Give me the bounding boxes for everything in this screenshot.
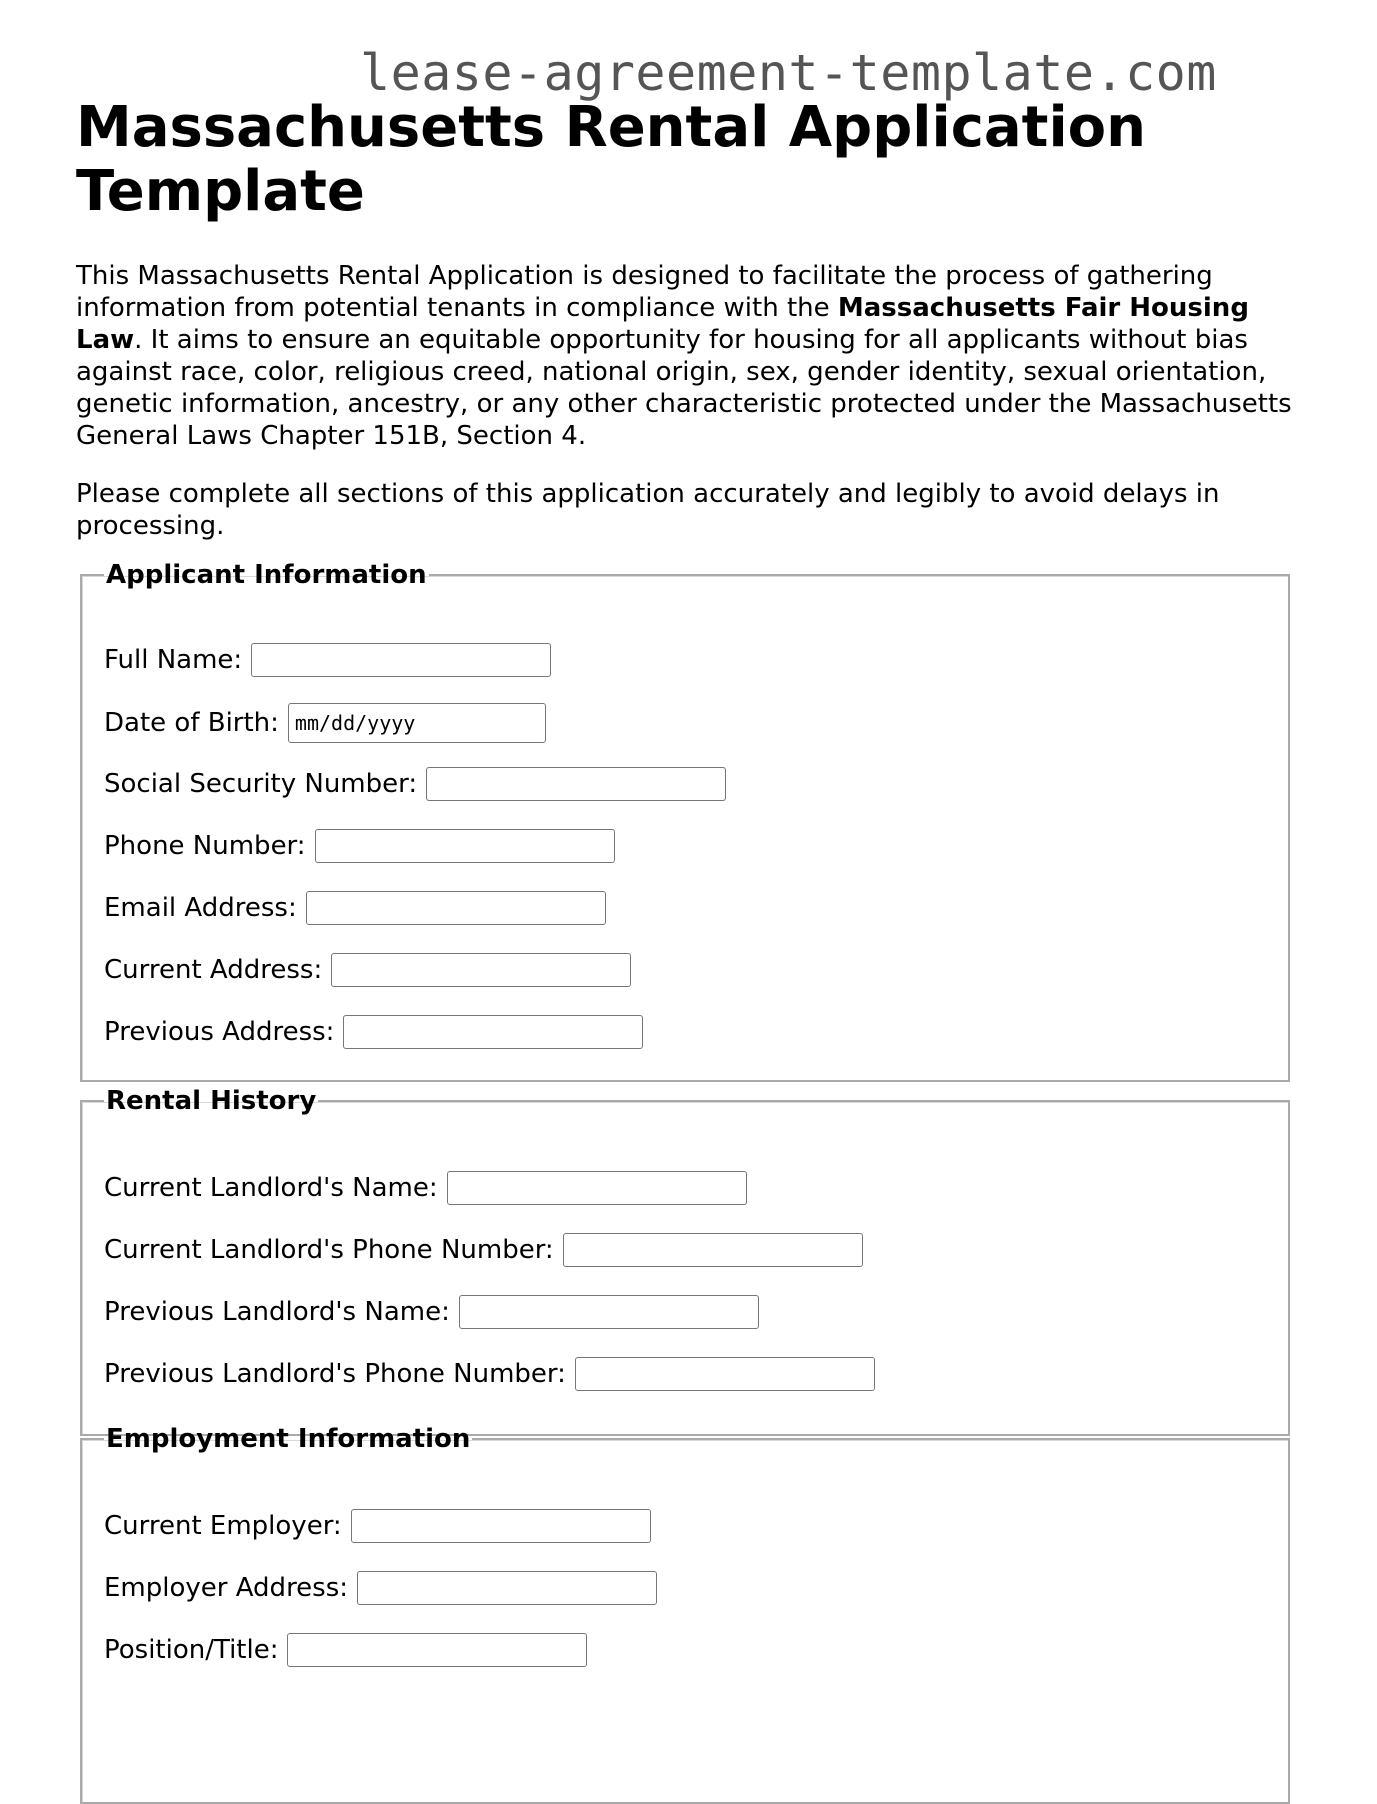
intro-text-start: This Massachusetts Rental Application is designed to facilitate the process of gathering information from potential tenants in compliance with the bbox=[76, 261, 1213, 323]
current-employer-label: Current Employer: bbox=[104, 1511, 342, 1541]
previous-landlord-name-label: Previous Landlord's Name: bbox=[104, 1297, 450, 1327]
full-name-input[interactable] bbox=[251, 643, 551, 677]
position-title-input[interactable] bbox=[287, 1633, 587, 1667]
date-of-birth-label: Date of Birth: bbox=[104, 708, 279, 738]
ssn-row bbox=[104, 767, 726, 801]
applicant-information-section bbox=[80, 560, 1290, 1082]
current-landlord-phone-label: Current Landlord's Phone Number: bbox=[104, 1235, 554, 1265]
date-of-birth-row bbox=[104, 703, 546, 743]
previous-address-input[interactable] bbox=[343, 1015, 643, 1049]
ssn-label: Social Security Number: bbox=[104, 769, 418, 799]
current-landlord-name-label: Current Landlord's Name: bbox=[104, 1173, 438, 1203]
email-address-row bbox=[104, 891, 606, 925]
instructions-paragraph: Please complete all sections of this application accurately and legibly to avoid delays in processing. bbox=[76, 479, 1220, 541]
current-employer-row bbox=[104, 1509, 651, 1543]
previous-landlord-name-input[interactable] bbox=[459, 1295, 759, 1329]
previous-address-row bbox=[104, 1015, 643, 1049]
current-address-input[interactable] bbox=[331, 953, 631, 987]
position-title-row bbox=[104, 1633, 587, 1667]
previous-landlord-name-row bbox=[104, 1295, 759, 1329]
full-name-label: Full Name: bbox=[104, 645, 243, 675]
position-title-label: Position/Title: bbox=[104, 1635, 279, 1665]
intro-paragraph bbox=[76, 260, 1306, 452]
site-watermark: lease-agreement-template.com bbox=[360, 44, 1217, 102]
ssn-input[interactable] bbox=[426, 767, 726, 801]
current-landlord-name-input[interactable] bbox=[447, 1171, 747, 1205]
employment-information-section bbox=[80, 1424, 1290, 1804]
current-landlord-name-row bbox=[104, 1171, 747, 1205]
intro-law-name: Massachusetts Fair Housing Law bbox=[76, 293, 1249, 355]
current-employer-input[interactable] bbox=[351, 1509, 651, 1543]
previous-landlord-phone-input[interactable] bbox=[575, 1357, 875, 1391]
email-address-input[interactable] bbox=[306, 891, 606, 925]
current-address-row bbox=[104, 953, 631, 987]
employer-address-input[interactable] bbox=[357, 1571, 657, 1605]
employer-address-row bbox=[104, 1571, 657, 1605]
current-address-label: Current Address: bbox=[104, 955, 323, 985]
date-of-birth-input[interactable] bbox=[288, 703, 546, 743]
phone-number-input[interactable] bbox=[315, 829, 615, 863]
email-address-label: Email Address: bbox=[104, 893, 297, 923]
phone-number-label: Phone Number: bbox=[104, 831, 306, 861]
applicant-information-legend: Applicant Information bbox=[106, 560, 427, 590]
previous-landlord-phone-label: Previous Landlord's Phone Number: bbox=[104, 1359, 566, 1389]
rental-history-section bbox=[80, 1086, 1290, 1436]
page-title: Massachusetts Rental Application Template bbox=[76, 95, 1146, 224]
previous-landlord-phone-row bbox=[104, 1357, 875, 1391]
full-name-row bbox=[104, 643, 551, 677]
rental-history-legend: Rental History bbox=[106, 1086, 317, 1116]
previous-address-label: Previous Address: bbox=[104, 1017, 335, 1047]
intro-text-end: . It aims to ensure an equitable opportunity for housing for all applicants without bias against race, color, religious creed, national origin, sex, gender identity, sexual orientation, genetic information, ancestry, or any other characteristic protected under the Massachusetts General Laws Chapter 151B, Section 4. bbox=[76, 325, 1292, 451]
phone-number-row bbox=[104, 829, 615, 863]
current-landlord-phone-input[interactable] bbox=[563, 1233, 863, 1267]
current-landlord-phone-row bbox=[104, 1233, 863, 1267]
employer-address-label: Employer Address: bbox=[104, 1573, 349, 1603]
employment-information-legend: Employment Information bbox=[106, 1424, 471, 1454]
